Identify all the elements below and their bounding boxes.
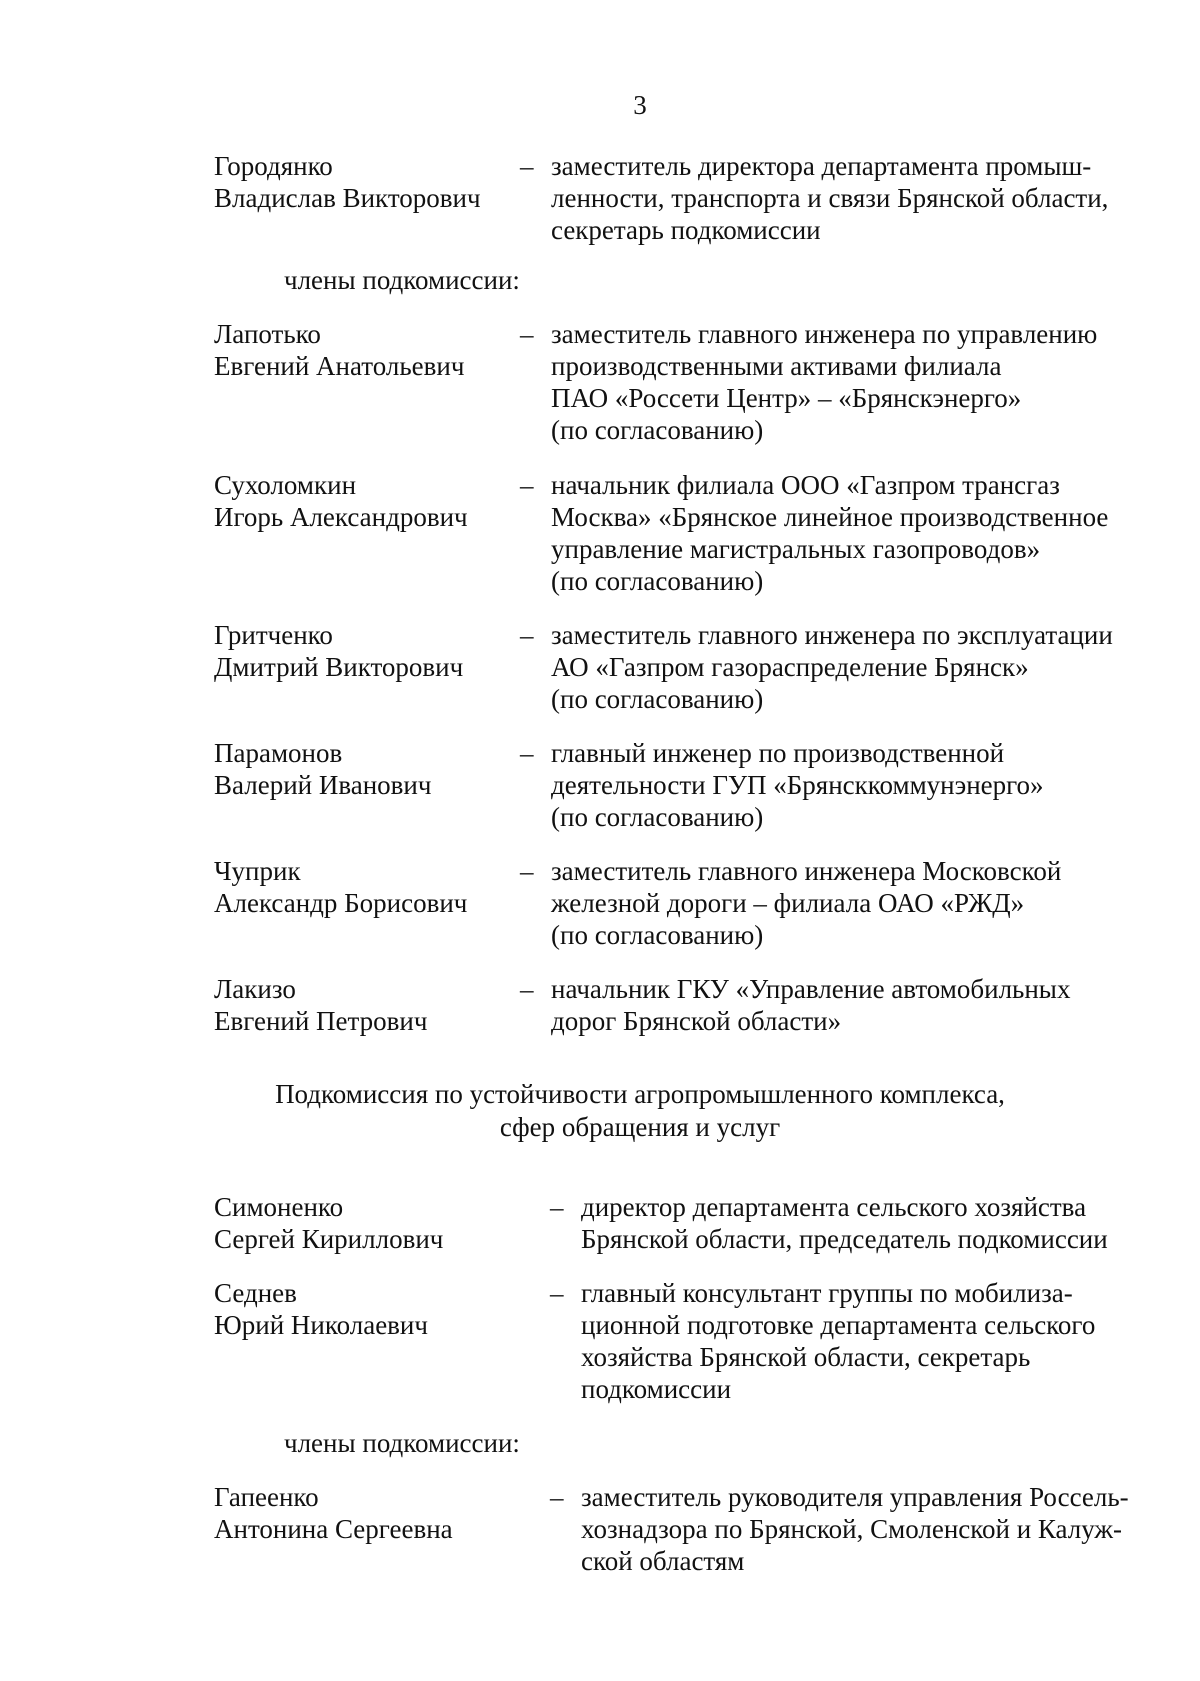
- person-name: [214, 1191, 514, 1255]
- heading-line: сфер обращения и услуг: [499, 1112, 781, 1142]
- role-description: [551, 318, 1097, 446]
- role-line: ленности, транспорта и связи Брянской области,: [551, 183, 1109, 213]
- role-line: дорог Брянской области»: [551, 1006, 842, 1036]
- surname: Симоненко: [214, 1192, 344, 1222]
- given-names: Владислав Викторович: [214, 183, 481, 213]
- role-line: управление магистральных газопроводов»: [551, 534, 1041, 564]
- role-line: директор департамента сельского хозяйства: [581, 1192, 1087, 1222]
- person-name: [214, 469, 514, 533]
- members-label: члены подкомиссии:: [284, 265, 520, 295]
- role-line: секретарь подкомиссии: [551, 215, 821, 245]
- person-name: [214, 1481, 514, 1545]
- role-line: АО «Газпром газораспределение Брянск»: [551, 652, 1029, 682]
- dash: –: [550, 1192, 564, 1222]
- person-name: [214, 737, 514, 801]
- surname: Лакизо: [214, 974, 296, 1004]
- role-line: подкомиссии: [581, 1374, 732, 1404]
- role-line: деятельности ГУП «Брянсккоммунэнерго»: [551, 770, 1044, 800]
- role-line: главный консультант группы по мобилиза-: [581, 1278, 1073, 1308]
- role-line: главный инженер по производственной: [551, 738, 1005, 768]
- person-name: [214, 855, 514, 919]
- person-name: [214, 619, 514, 683]
- given-names: Евгений Петрович: [214, 1006, 428, 1036]
- role-description: [581, 1481, 1129, 1577]
- surname: Седнев: [214, 1278, 297, 1308]
- role-line: ской областям: [581, 1546, 745, 1576]
- person-name: [214, 318, 514, 382]
- role-line: ционной подготовке департамента сельского: [581, 1310, 1096, 1340]
- surname: Гритченко: [214, 620, 333, 650]
- role-line: (по согласованию): [551, 415, 764, 445]
- dash: –: [550, 1278, 564, 1308]
- role-description: [581, 1277, 1095, 1405]
- role-line: заместитель директора департамента промыш-: [551, 151, 1092, 181]
- dash: –: [520, 319, 534, 349]
- role-line: ПАО «Россети Центр» – «Брянскэнерго»: [551, 383, 1022, 413]
- role-description: [551, 469, 1108, 597]
- role-line: заместитель главного инженера Московской: [551, 856, 1062, 886]
- given-names: Сергей Кириллович: [214, 1224, 444, 1254]
- heading-line: Подкомиссия по устойчивости агропромышленного комплекса,: [275, 1079, 1005, 1109]
- role-description: [551, 855, 1061, 951]
- role-line: хознадзора по Брянской, Смоленской и Калуж-: [581, 1514, 1123, 1544]
- person-name: [214, 150, 514, 214]
- members-label: члены подкомиссии:: [284, 1428, 520, 1458]
- role-line: (по согласованию): [551, 684, 764, 714]
- role-description: [581, 1191, 1108, 1255]
- dash: –: [550, 1482, 564, 1512]
- role-line: заместитель руководителя управления Россель-: [581, 1482, 1129, 1512]
- role-line: заместитель главного инженера по эксплуатации: [551, 620, 1113, 650]
- role-line: заместитель главного инженера по управлению: [551, 319, 1098, 349]
- given-names: Валерий Иванович: [214, 770, 432, 800]
- role-line: Москва» «Брянское линейное производственное: [551, 502, 1109, 532]
- dash: –: [520, 151, 534, 181]
- surname: Городянко: [214, 151, 333, 181]
- given-names: Игорь Александрович: [214, 502, 468, 532]
- dash: –: [520, 856, 534, 886]
- person-name: [214, 973, 514, 1037]
- given-names: Александр Борисович: [214, 888, 468, 918]
- role-line: начальник филиала ООО «Газпром трансгаз: [551, 470, 1060, 500]
- role-line: (по согласованию): [551, 566, 764, 596]
- surname: Сухоломкин: [214, 470, 357, 500]
- page-number: 3: [633, 90, 647, 120]
- role-line: (по согласованию): [551, 802, 764, 832]
- dash: –: [520, 620, 534, 650]
- role-line: Брянской области, председатель подкомиссии: [581, 1224, 1108, 1254]
- role-description: [551, 619, 1113, 715]
- given-names: Юрий Николаевич: [214, 1310, 428, 1340]
- given-names: Антонина Сергеевна: [214, 1514, 453, 1544]
- dash: –: [520, 974, 534, 1004]
- role-line: хозяйства Брянской области, секретарь: [581, 1342, 1031, 1372]
- role-line: производственными активами филиала: [551, 351, 1002, 381]
- dash: –: [520, 738, 534, 768]
- role-description: [551, 973, 1070, 1037]
- subcommission-heading: [0, 1078, 1200, 1144]
- given-names: Евгений Анатольевич: [214, 351, 465, 381]
- surname: Парамонов: [214, 738, 343, 768]
- role-line: (по согласованию): [551, 920, 764, 950]
- surname: Гапеенко: [214, 1482, 319, 1512]
- given-names: Дмитрий Викторович: [214, 652, 464, 682]
- surname: Лапотько: [214, 319, 321, 349]
- person-name: [214, 1277, 514, 1341]
- role-line: железной дороги – филиала ОАО «РЖД»: [551, 888, 1025, 918]
- role-line: начальник ГКУ «Управление автомобильных: [551, 974, 1071, 1004]
- role-description: [551, 150, 1108, 246]
- role-description: [551, 737, 1044, 833]
- dash: –: [520, 470, 534, 500]
- surname: Чуприк: [214, 856, 301, 886]
